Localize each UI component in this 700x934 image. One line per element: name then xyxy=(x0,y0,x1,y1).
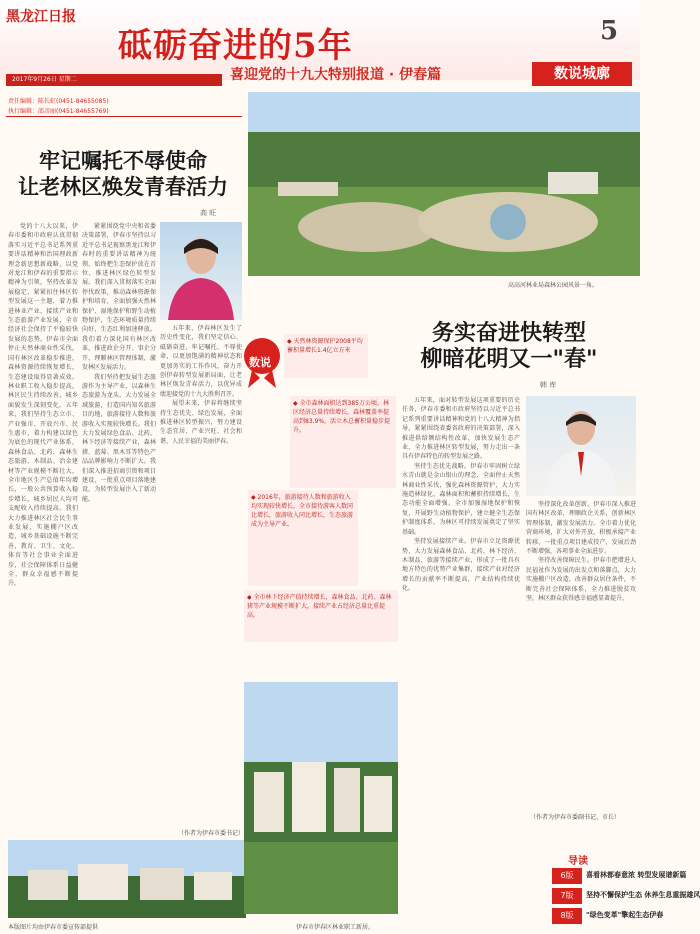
photo-credit: 本版图片均由伊春市委宣传部提供 xyxy=(8,924,99,931)
editor-line: 执行编辑：邵彦丽(0451-84655769) xyxy=(8,108,109,115)
residence-photo xyxy=(244,682,398,914)
article1-byline: 高 旺 xyxy=(200,209,217,217)
article1-body-col3 xyxy=(160,324,242,824)
article1-paragraph: 我们坚持把发展生态旅游作为主导产业，以森林生态旅游为龙头，大力发展全域旅游，打造国内知名旅游目的地，旅游接待人数和旅游收入实现较快增长。我们大力发展绿色食品、北药、林下经济等接续产业，森林猪、蓝莓、黑木耳等特色产品品牌影响力不断扩大。我们深入推进招商引资和项目建设，一批重点项目落地建设，为转型发展注入了新动能。 xyxy=(82,373,156,503)
article2-body-col2 xyxy=(526,500,636,800)
article1-title-line1: 牢记嘱托不辱使命 xyxy=(39,148,207,173)
article1-body xyxy=(8,222,78,822)
guide-text: 坚持不懈保护生态 休养生息重振雄风 xyxy=(586,891,700,899)
article2-title xyxy=(384,320,634,372)
article1-body-col2 xyxy=(82,222,156,822)
article2-title-line1: 务实奋进快转型 xyxy=(431,320,586,346)
guide-page: 7版 xyxy=(552,888,582,904)
infobox-item: ◆ 全市林下经济产值持续增长，森林食品、北药、森林猪等产业规模不断扩大，接续产业占经济总量比重提高。 xyxy=(244,590,398,642)
portrait-figure xyxy=(526,396,636,496)
portrait-photo xyxy=(526,396,636,496)
article2-paragraph: 坚持发展接续产业。伊春市立足资源优势，大力发展森林食品、北药、林下经济、木制品、旅游等接续产业，形成了一批具有地方特色的优势产业集群，接续产业对经济增长的贡献率不断提高，产业结构持续优化。 xyxy=(402,538,520,593)
article1-title-line2: 让老林区焕发青春活力 xyxy=(18,174,228,199)
article2-paragraph: 五年来，面对转型发展这项重要的历史任务，伊春市委和市政府坚持以习近平总书记系列重要讲话精神和党的十八大精神为指导，紧紧围绕省委省政府的决策部署，深入推进供给侧结构性改革，加快发展生态产业，全力推进林区转型发展，努力走出一条具有伊春特色的转型发展之路。 xyxy=(402,397,520,461)
banner-title: 砥砺奋进的5年 xyxy=(118,26,353,66)
guide-item[interactable] xyxy=(552,888,700,906)
park-photo-caption: 高高河林业局森林公园风景一角。 xyxy=(508,282,599,289)
article2-byline: 韩 库 xyxy=(540,381,557,389)
rule-divider xyxy=(6,116,242,117)
article1-paragraph: 紧紧围绕党中央和省委决策部署，伊春市坚持以习近平总书记视察黑龙江和伊春时的重要讲话精神为统领，始终把生态保护放在首位，推进林区绿色转型发展。我们深入贯彻落实全面停伐政策，推动森林资源保护和培育，全面加强天然林保护、湿地保护和野生动植物保护，生态环境质量持续向好，生态红利加速释放。我们着力深化国有林区改革，推进政企分开、事企分开，理顺林区管理体制，激发林区发展活力。 xyxy=(82,223,156,372)
page-number: 5 xyxy=(600,16,619,46)
article1-paragraph: 党的十八大以来，伊春市委和市政府认真贯彻落实习近平总书记系列重要讲话精神和治国理政新理念新思想新战略，以党对龙江和伊春的重要指示精神为引领，坚持改革发展稳定，紧紧扣住林区转型发展这一主题，着力推进林业产业、接续产业和生态旅游产业发展，全市经济社会保持了平稳较快发展的态势。伊春市全面停止天然林商业性采伐，国有林区改革稳步推进，森林资源持续恢复增长，生态建设取得显著成效。林业职工收入稳步提高，林区民生持续改善，城乡面貌发生深刻变化。五年来，我们坚持生态立市、产业强市、开放兴市、民生惠市，着力构建以绿色为底色的现代产业体系，森林食品、北药、森林生态旅游、木制品、冶金建材等产业规模不断壮大，全市地区生产总值年均增长，一般公共预算收入稳步增长，城乡居民人均可支配收入持续提高。我们大力推进林区社会民生事业发展，实施棚户区改造，城乡基础设施不断完善，教育、卫生、文化、体育等社会事业全面进步，社会保障体系日益健全，群众幸福感不断提升。 xyxy=(8,223,78,588)
editor-line: 责任编辑：陈长虹(0451-84655085) xyxy=(8,98,109,105)
town-scene xyxy=(8,840,246,918)
town-photo xyxy=(8,840,246,918)
residence-photo-caption: 伊春市伊春区林业职工新居。 xyxy=(296,924,375,931)
infobox-ribbon-text: 数说 xyxy=(249,356,271,369)
sub-banner: 喜迎党的十九大特别报道 · 伊春篇 xyxy=(230,67,442,83)
portrait-figure xyxy=(160,222,242,320)
guide-page: 8版 xyxy=(552,908,582,924)
article1-author-note: （作者为伊春市委书记） xyxy=(178,830,245,837)
residence-scene xyxy=(244,682,398,914)
park-scene xyxy=(248,92,640,276)
guide-text: 喜看林都春意浓 转型发展谱新篇 xyxy=(586,871,687,879)
date-line: 2017年9月26日 星期二 xyxy=(6,74,222,86)
article2-paragraph: 坚持生态优先战略。伊春市牢固树立绿水青山就是金山银山的理念，全面停止天然林商业性采伐，强化森林资源管护，大力实施造林绿化，森林面积和蓄积持续增长，生态功能全面增强。全市加强湿地保护和恢复，开展野生动植物保护，建立健全生态保护制度体系，为林区可持续发展奠定了坚实基础。 xyxy=(402,462,520,536)
article2-author-note: （作者为伊春市委副书记、市长） xyxy=(530,814,621,821)
portrait-photo xyxy=(160,222,242,320)
article1-title xyxy=(10,148,236,200)
section-label: 数说城廓 xyxy=(532,62,632,86)
guide-text: "绿色变革"擎起生态伊春 xyxy=(586,911,664,919)
article2-paragraph: 坚持深化改革创新。伊春市深入推进国有林区改革，理顺政企关系，创新林区管理体制，激发发展活力。全市着力优化营商环境，扩大对外开放，积极承接产业转移，一批重点项目建成投产，发展后劲不断增强，各项事业全面进步。 xyxy=(526,501,636,556)
article2-title-line2: 柳暗花明又一"春" xyxy=(420,346,598,372)
park-photo xyxy=(248,92,640,276)
article1-paragraph: 展望未来，伊春将继续坚持生态优先、绿色发展，全面推进林区转型振兴，努力建设生态宜居、产业兴旺、社会和谐、人民幸福的美丽伊春。 xyxy=(160,400,242,445)
infobox-item: ◆ 全市森林面积达到385万公顷，林区经济总量持续增长，森林覆盖率提高到83.9%，活立木总蓄积量稳步提升。 xyxy=(290,396,396,488)
article2-paragraph: 坚持改善保障民生。伊春市把增进人民福祉作为发展的出发点和落脚点，大力实施棚户区改造，改善群众居住条件，不断完善社会保障体系，全力推进脱贫攻坚，林区群众获得感幸福感显著提升。 xyxy=(526,557,636,603)
guide-page: 6版 xyxy=(552,868,582,884)
guide-title: 导读 xyxy=(568,856,588,867)
infobox-item: ◆ 天然林资源保护2008平均蓄积量增长1.4亿立方米 xyxy=(284,334,368,378)
article2-body xyxy=(402,396,520,812)
infobox-item: ◆ 2016年，旅游接待人数和旅游收入均实现较快增长，全市接待游客人数同比增长，旅游收入同比增长，生态旅游成为主导产业。 xyxy=(248,490,358,586)
brand-logo: 黑龙江日报 xyxy=(6,9,76,25)
guide-item[interactable] xyxy=(552,868,687,886)
article1-paragraph: 五年来，伊春林区发生了历史性变化，我们坚定信心、砥砺奋进，牢记嘱托、不辱使命，以更加饱满的精神状态和更加务实的工作作风，奋力开创伊春转型发展新局面，让老林区焕发青春活力，以优异成绩迎接党的十九大胜利召开。 xyxy=(160,325,242,398)
guide-item[interactable] xyxy=(552,908,664,926)
